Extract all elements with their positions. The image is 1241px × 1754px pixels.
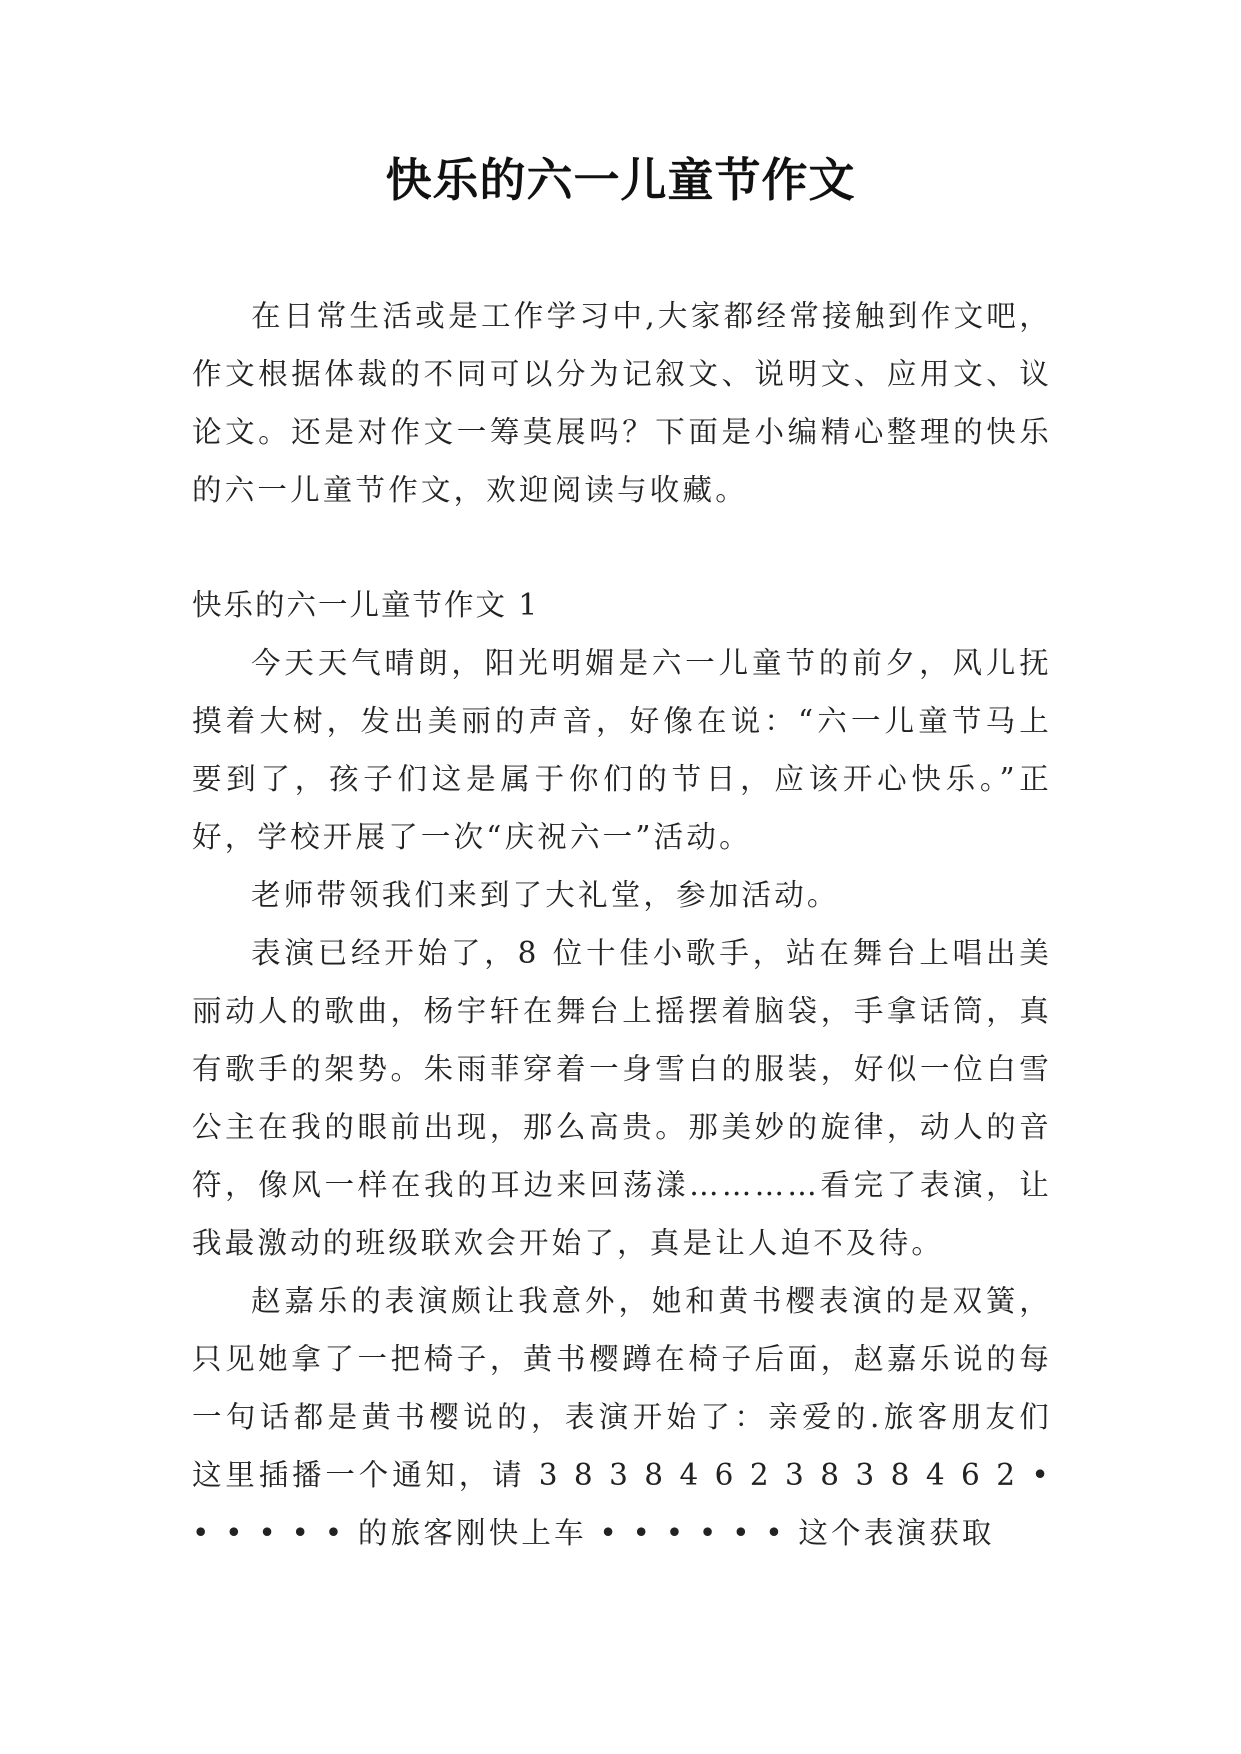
body-paragraph: 今天天气晴朗，阳光明媚是六一儿童节的前夕，风儿抚摸着大树，发出美丽的声音，好像在说：“六一儿童节马上要到了，孩子们这是属于你们的节日，应该开心快乐。”正好，学校开展了一次“庆祝六一”活动。	[192, 646, 1052, 854]
document-title: 快乐的六一儿童节作文	[385, 153, 856, 207]
intro-paragraph: 在日常生活或是工作学习中,大家都经常接触到作文吧，作文根据体裁的不同可以分为记叙文、说明文、应用文、议论文。还是对作文一筹莫展吗？下面是小编精心整理的快乐的六一儿童节作文，欢迎阅读与收藏。	[192, 299, 1052, 507]
document-body	[192, 287, 1052, 1562]
section-heading: 快乐的六一儿童节作文 1	[192, 588, 540, 622]
body-paragraph: 表演已经开始了，8 位十佳小歌手，站在舞台上唱出美丽动人的歌曲，杨宇轩在舞台上摇摆着脑袋，手拿话筒，真有歌手的架势。朱雨菲穿着一身雪白的服装，好似一位白雪公主在我的眼前出现，那么高贵。那美妙的旋律，动人的音符，像风一样在我的耳边来回荡漾…………看完了表演，让我最激动的班级联欢会开始了，真是让人迫不及待。	[192, 936, 1052, 1260]
body-paragraph: 老师带领我们来到了大礼堂，参加活动。	[251, 878, 840, 912]
body-paragraph: 赵嘉乐的表演颇让我意外，她和黄书樱表演的是双簧，只见她拿了一把椅子，黄书樱蹲在椅子后面，赵嘉乐说的每一句话都是黄书樱说的，表演开始了：亲爱的.旅客朋友们这里插播一个通知，请 3 8 3 8 4 6 2 3 8 3 8 4 6 2 • • • • • • 的旅客刚快上车 • • • • • • 这个表演获取	[192, 1284, 1052, 1550]
